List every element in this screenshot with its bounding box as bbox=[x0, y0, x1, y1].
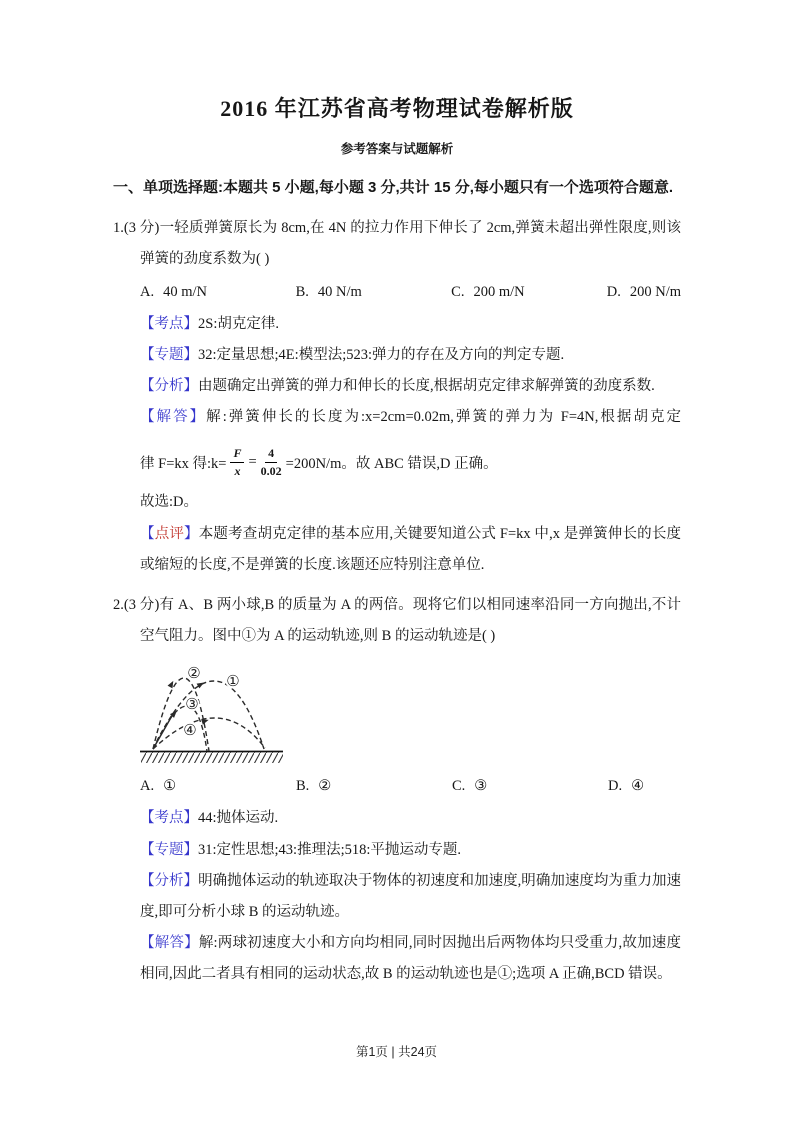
q2-kaodian-line bbox=[140, 803, 681, 834]
q2-jieda-line bbox=[140, 928, 681, 990]
q1-zhuanti-line bbox=[140, 340, 681, 371]
question-1 bbox=[113, 213, 681, 581]
option-b-text: ② bbox=[318, 778, 332, 795]
bracket-close: 】 bbox=[184, 525, 199, 542]
bracket-open: 【 bbox=[140, 346, 155, 363]
option-b bbox=[296, 277, 452, 308]
q2-fenxi-line bbox=[140, 866, 681, 928]
q2-fenxi-content: 明确抛体运动的轨迹取决于物体的初速度和加速度,明确加速度均为重力加速度,即可分析小球 B 的运动轨迹。 bbox=[140, 872, 682, 920]
question-1-number: 1. bbox=[113, 220, 124, 237]
bracket-open: 【 bbox=[140, 378, 155, 395]
jieda-label: 解答 bbox=[156, 409, 190, 426]
bracket-close: 】 bbox=[183, 872, 199, 889]
bracket-open: 【 bbox=[140, 315, 155, 332]
q1-jieda-line bbox=[140, 402, 681, 433]
q1-formula-line bbox=[140, 439, 681, 485]
kaodian-label: 考点 bbox=[154, 315, 184, 332]
page-subtitle: 参考答案与试题解析 bbox=[340, 142, 454, 156]
zhuanti-label: 专题 bbox=[154, 346, 184, 363]
option-c-key: C. bbox=[451, 283, 465, 300]
question-2-options bbox=[140, 771, 681, 802]
bracket-open: 【 bbox=[140, 872, 155, 889]
kaodian-label: 考点 bbox=[154, 810, 184, 827]
launch-segment bbox=[153, 714, 173, 749]
bracket-open: 【 bbox=[140, 841, 155, 858]
question-1-stem bbox=[113, 213, 681, 275]
q1-dianping-content: 本题考查胡克定律的基本应用,关键要知道公式 F=kx 中,x 是弹簧伸长的长度或缩短的长度,不是弹簧的长度.该题还应特别注意单位. bbox=[140, 525, 682, 573]
option-a-key: A. bbox=[140, 778, 155, 795]
fraction-f-over-x bbox=[230, 446, 244, 479]
bracket-open: 【 bbox=[140, 810, 155, 827]
option-b-text: 40 N/m bbox=[317, 283, 362, 300]
trajectory-4-path bbox=[153, 718, 265, 749]
trajectory-label-1: ① bbox=[226, 674, 240, 691]
option-c bbox=[451, 277, 607, 308]
trajectory-diagram bbox=[140, 654, 681, 770]
option-d bbox=[608, 771, 644, 802]
option-c-text: 200 m/N bbox=[473, 283, 525, 300]
q1-fenxi-content: 由题确定出弹簧的弹力和伸长的长度,根据胡克定律求解弹簧的劲度系数. bbox=[198, 378, 655, 395]
section-heading: 一、单项选择题:本题共 5 小题,每小题 3 分,共计 15 分,每小题只有一个选项符合题意. bbox=[113, 179, 674, 196]
trajectory-label-2: ② bbox=[187, 666, 201, 683]
jieda-label: 解答 bbox=[154, 935, 185, 952]
q1-fenxi-line bbox=[140, 371, 681, 402]
trajectory-1-path bbox=[153, 681, 264, 749]
option-d-key: D. bbox=[608, 778, 623, 795]
fenxi-label: 分析 bbox=[154, 872, 184, 889]
fraction-numerator: F bbox=[230, 446, 244, 463]
option-c-key: C. bbox=[452, 778, 466, 795]
question-2-stem bbox=[113, 590, 681, 652]
option-a bbox=[140, 277, 296, 308]
page-title: 2016 年江苏省高考物理试卷解析版 bbox=[220, 96, 574, 121]
zhuanti-label: 专题 bbox=[154, 841, 184, 858]
fraction-denominator: x bbox=[234, 463, 241, 478]
arrowhead-trajectory-2 bbox=[168, 680, 176, 689]
q2-kaodian-content: 44:抛体运动. bbox=[198, 810, 279, 827]
option-a bbox=[140, 771, 296, 802]
option-d-text: 200 N/m bbox=[629, 283, 681, 300]
formula-prefix: 律 F=kx 得:k= bbox=[140, 455, 227, 472]
q1-dianping-line bbox=[140, 519, 681, 581]
option-c bbox=[452, 771, 608, 802]
trajectory-2-path bbox=[153, 678, 209, 751]
option-d-key: D. bbox=[606, 283, 621, 300]
question-2-stem-text: (3 分)有 A、B 两小球,B 的质量为 A 的两倍。现将它们以相同速率沿同一方向抛出,不计空气阻力。图中①为 A 的运动轨迹,则 B 的运动轨迹是( ) bbox=[123, 596, 681, 645]
option-a-text: 40 m/N bbox=[163, 283, 208, 300]
page-footer: 第1页 | 共24页 bbox=[355, 1045, 438, 1059]
option-d-text: ④ bbox=[631, 778, 645, 795]
option-a-text: ① bbox=[163, 778, 177, 795]
projectile-trajectories-figure bbox=[140, 654, 372, 770]
q2-zhuanti-line bbox=[140, 835, 681, 866]
bracket-close: 】 bbox=[183, 378, 198, 395]
option-a-key: A. bbox=[140, 283, 155, 300]
q1-jieda-content: 解:弹簧伸长的长度为:x=2cm=0.02m,弹簧的弹力为 F=4N,根据胡克定 bbox=[206, 409, 682, 426]
question-2 bbox=[113, 590, 681, 991]
trajectory-label-3: ③ bbox=[185, 697, 199, 714]
ground-hatching bbox=[141, 752, 283, 763]
question-1-stem-text: (3 分)一轻质弹簧原长为 8cm,在 4N 的拉力作用下伸长了 2cm,弹簧未超出弹性限度,则该弹簧的劲度系数为( ) bbox=[123, 220, 681, 268]
dianping-label: 点评 bbox=[154, 525, 185, 542]
q2-zhuanti-content: 31:定性思想;43:推理法;518:平抛运动专题. bbox=[198, 841, 462, 858]
q2-jieda-content: 解:两球初速度大小和方向均相同,同时因抛出后两物体均只受重力,故加速度相同,因此二者具有相同的运动状态,故 B 的运动轨迹也是①;选项 A 正确,BCD 错误。 bbox=[140, 935, 681, 983]
question-1-options bbox=[140, 277, 681, 308]
formula-suffix: =200N/m。故 ABC 错误,D 正确。 bbox=[285, 455, 498, 472]
fraction-numerator: 4 bbox=[265, 446, 277, 463]
fenxi-label: 分析 bbox=[154, 378, 184, 395]
q1-kaodian-line bbox=[140, 309, 681, 340]
bracket-open: 【 bbox=[140, 409, 157, 426]
trajectory-label-4: ④ bbox=[183, 723, 197, 740]
question-2-number: 2. bbox=[113, 596, 124, 613]
bracket-open: 【 bbox=[140, 935, 155, 952]
q1-zhuanti-content: 32:定量思想;4E:模型法;523:弹力的存在及方向的判定专题. bbox=[198, 346, 565, 363]
fraction-denominator: 0.02 bbox=[260, 463, 282, 478]
option-b-key: B. bbox=[295, 283, 309, 300]
option-b bbox=[296, 771, 452, 802]
option-c-text: ③ bbox=[474, 778, 488, 795]
option-b-key: B. bbox=[296, 778, 310, 795]
bracket-close: 】 bbox=[183, 315, 198, 332]
bracket-close: 】 bbox=[189, 409, 207, 426]
q1-kaodian-content: 2S:胡克定律. bbox=[198, 315, 279, 332]
q1-conclusion: 故选:D。 bbox=[140, 494, 198, 511]
formula-equals: = bbox=[248, 453, 257, 470]
bracket-close: 】 bbox=[183, 810, 198, 827]
bracket-open: 【 bbox=[140, 525, 155, 542]
option-d bbox=[607, 277, 681, 308]
fraction-4-over-002 bbox=[261, 446, 282, 479]
bracket-close: 】 bbox=[184, 935, 199, 952]
bracket-close: 】 bbox=[183, 841, 198, 858]
bracket-close: 】 bbox=[183, 346, 198, 363]
